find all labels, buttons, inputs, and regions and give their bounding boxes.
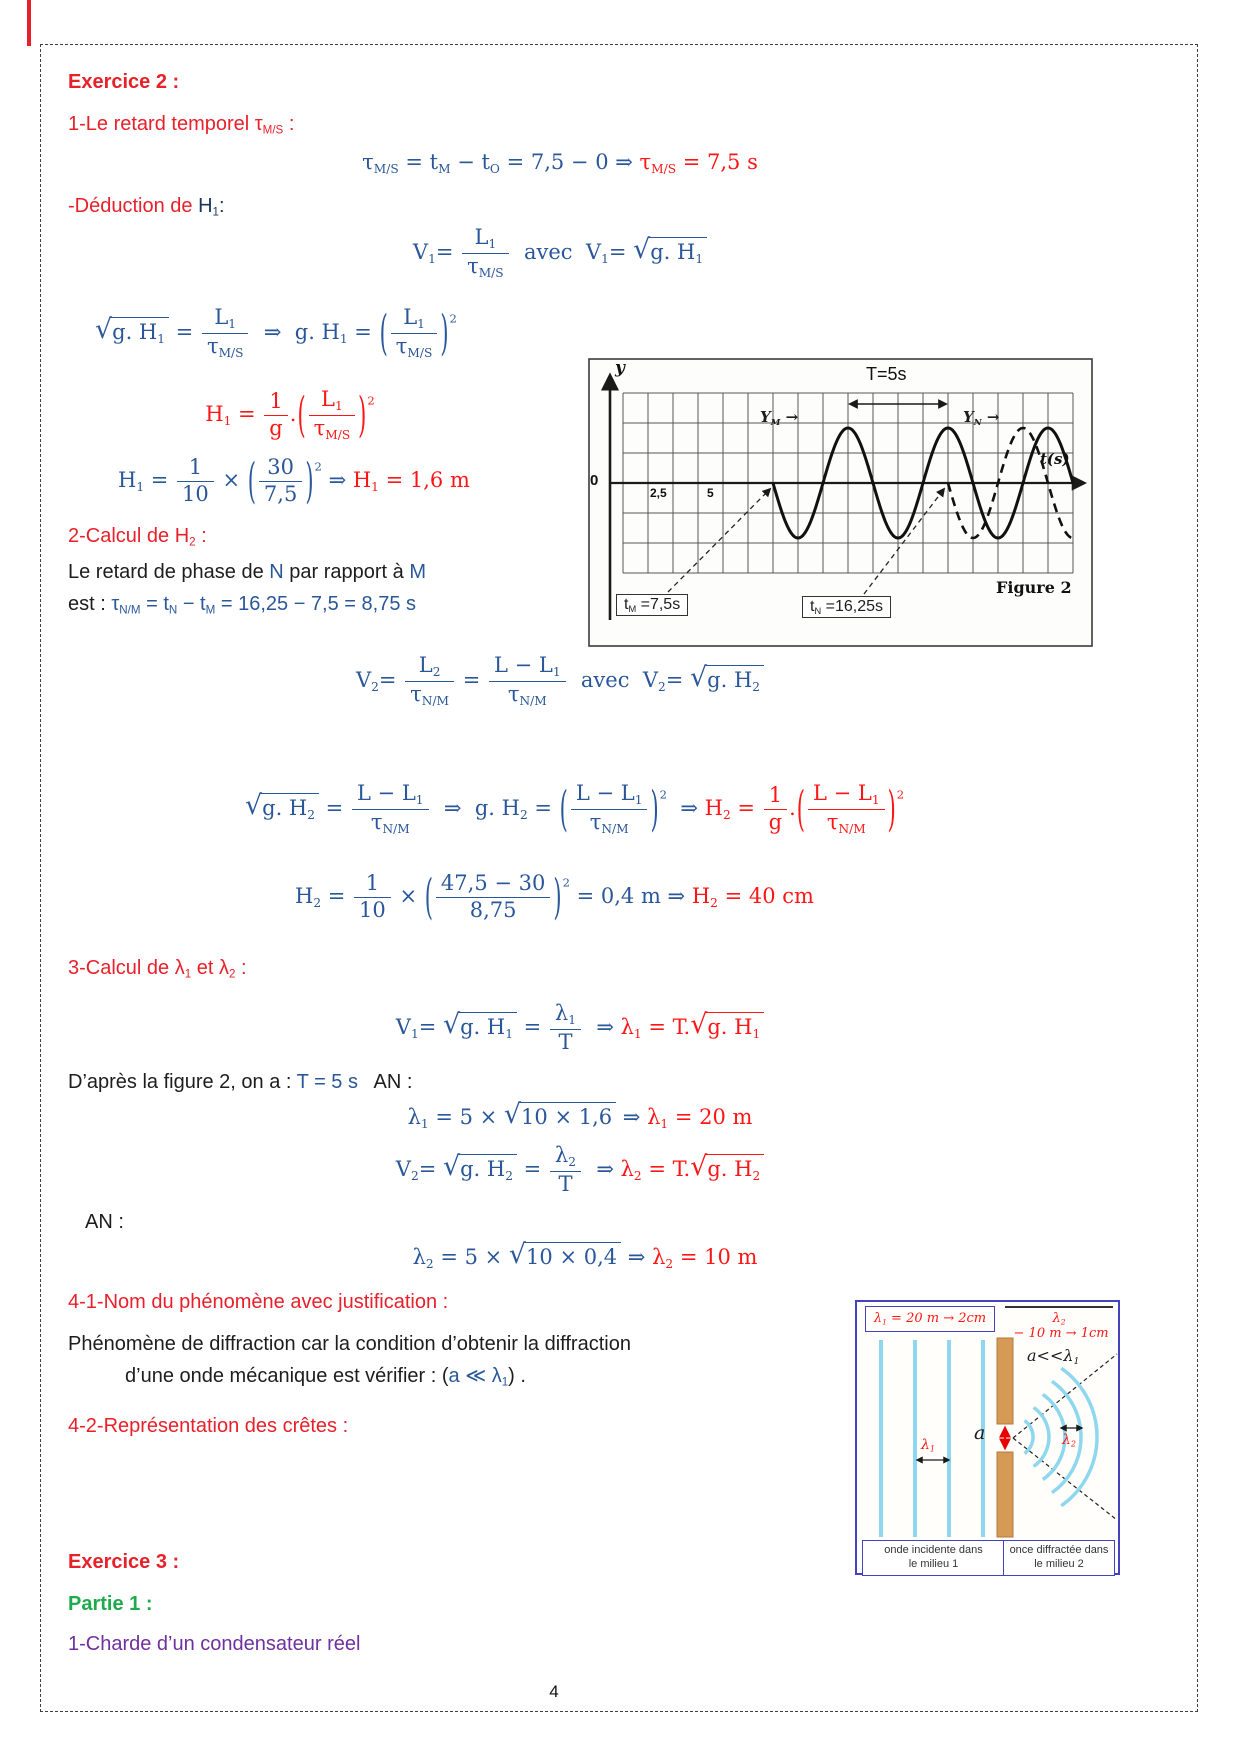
- heading-charge-condensateur: 1-Charde d’un condensateur réel: [68, 1633, 361, 1655]
- lambda2-scale-label: λ2 − 10 m → 1cm: [1005, 1306, 1113, 1341]
- equation-h2-result: H2 = $\frac{1}{10}$ × ( $\frac{47,5 - 30}{8,75}$ )$^2$ = 0,4 m ⇒ H2 = 40 cm: [295, 870, 814, 925]
- paragraph-diffraction-2: d’une onde mécanique est vérifier : (a ≪ λ1) .: [125, 1365, 526, 1389]
- lambda1-label: λ1: [921, 1437, 936, 1454]
- condition-label: a<<λ1: [1027, 1346, 1080, 1367]
- equation-lambda1-result: λ1 = 5 × √10 × 1,6 ⇒ λ1 = 20 m: [407, 1099, 753, 1131]
- caption-milieu-1: [862, 1540, 1005, 1576]
- caption-milieu-1-line2: le milieu 1: [908, 1558, 959, 1570]
- figure-caption: Figure 2: [996, 578, 1072, 597]
- heading-retard-temporel: 1-Le retard temporel τM/S :: [68, 113, 295, 137]
- heading-calcul-h2: 2-Calcul de H2 :: [68, 525, 207, 549]
- equation-sqrt-gh2: √g. H2 = $\frac{L - L1}{\tau N/M}$ ⇒ g. H2 = ( $\frac{L - L1}{\tau N/M}$ )$^2$ ⇒ H2 = $\frac{1}{g}$ .( $\frac{L - L1}{\tau N/M}$ )$^2$: [245, 781, 905, 837]
- equation-sqrt-gh1: √g. H1 = $\frac{L1}{\tau M/S}$ ⇒ g. H1 = ( $\frac{L1}{\tau M/S}$ )$^2$: [95, 305, 457, 361]
- slit-label: a: [974, 1422, 986, 1444]
- equation-lambda2-result: λ2 = 5 × √10 × 0,4 ⇒ λ2 = 10 m: [412, 1239, 758, 1271]
- equation-h1-result: H1 = $\frac{1}{10}$ × ( $\frac{30}{7,5}$ )$^2$ ⇒ H1 = 1,6 m: [118, 454, 470, 509]
- equation-tau-nm: est : τN/M = tN − tM = 16,25 − 7,5 = 8,75 s: [68, 593, 417, 617]
- figure-2: [588, 358, 1093, 648]
- equation-v1-definition: V1= $\frac{L1}{\tau M/S}$ avec V1= √g. H1: [290, 226, 830, 280]
- t-axis-label: t(s): [1040, 450, 1070, 468]
- lambda2-label: λ2: [1062, 1432, 1077, 1449]
- origin-label: 0: [590, 472, 599, 489]
- label-an: AN :: [85, 1211, 124, 1233]
- heading-4-1: 4-1-Nom du phénomène avec justification :: [68, 1291, 449, 1313]
- equation-lambda1-formula: V1= √g. H1 = $\frac{\lambda 1}{T}$ ⇒ λ1 = T.√g. H1: [360, 1002, 800, 1054]
- equation-h1-formula: H1 = $\frac{1}{g}$ .( $\frac{L1}{\tau M/S}$ )$^2$: [205, 387, 375, 443]
- paragraph-periode: D’après la figure 2, on a : T = 5 s AN :: [68, 1071, 413, 1093]
- heading-4-2: 4-2-Représentation des crêtes :: [68, 1415, 349, 1437]
- heading-exercice-2: Exercice 2 :: [68, 71, 180, 93]
- ym-curve-label: YM →: [760, 408, 799, 428]
- y-axis-label: y: [615, 358, 625, 378]
- equation-lambda2-formula: V2= √g. H2 = $\frac{\lambda 2}{T}$ ⇒ λ2 = T.√g. H2: [360, 1144, 800, 1196]
- heading-exercice-3: Exercice 3 :: [68, 1551, 180, 1573]
- red-corner-mark: [27, 0, 31, 46]
- tick-5: 5: [707, 486, 714, 500]
- barrier-top: [997, 1338, 1013, 1424]
- heading-calcul-lambda: 3-Calcul de λ1 et λ2 :: [68, 957, 247, 981]
- barrier-bottom: [997, 1452, 1013, 1537]
- tm-pointer-arrow: [668, 489, 770, 592]
- heading-partie-1: Partie 1 :: [68, 1593, 153, 1615]
- diffracted-arcs: [1025, 1368, 1098, 1506]
- caption-milieu-2: [1003, 1540, 1115, 1576]
- yn-curve-label: YN →: [963, 408, 1000, 428]
- tick-2-5: 2,5: [650, 486, 667, 500]
- tm-value-box: tM =7,5s: [616, 594, 688, 616]
- lambda1-scale-label: λ1 = 20 m → 2cm: [865, 1306, 995, 1332]
- page-number: 4: [549, 1682, 559, 1701]
- period-label: T=5s: [866, 364, 907, 384]
- paragraph-retard-phase: Le retard de phase de N par rapport à M: [68, 561, 427, 583]
- heading-deduction-h1: -Déduction de H1:: [68, 195, 225, 219]
- paragraph-diffraction-1: Phénomène de diffraction car la condition d’obtenir la diffraction: [68, 1333, 631, 1355]
- equation-tau-ms: τM/S = tM − tO = 7,5 − 0 ⇒ τM/S = 7,5 s: [362, 150, 758, 176]
- caption-milieu-1-line1: onde incidente dans: [884, 1544, 983, 1556]
- tn-pointer-arrow: [864, 489, 944, 594]
- caption-milieu-2-line2: le milieu 2: [1034, 1558, 1084, 1570]
- diffraction-diagram: [855, 1300, 1120, 1575]
- caption-milieu-2-line1: once diffractée dans: [1009, 1544, 1109, 1556]
- tn-value-box: tN =16,25s: [802, 596, 891, 618]
- equation-v2-definition: V2= $\frac{L2}{\tau N/M}$ = $\frac{L - L1}{\tau N/M}$ avec V2= √g. H2: [280, 654, 840, 708]
